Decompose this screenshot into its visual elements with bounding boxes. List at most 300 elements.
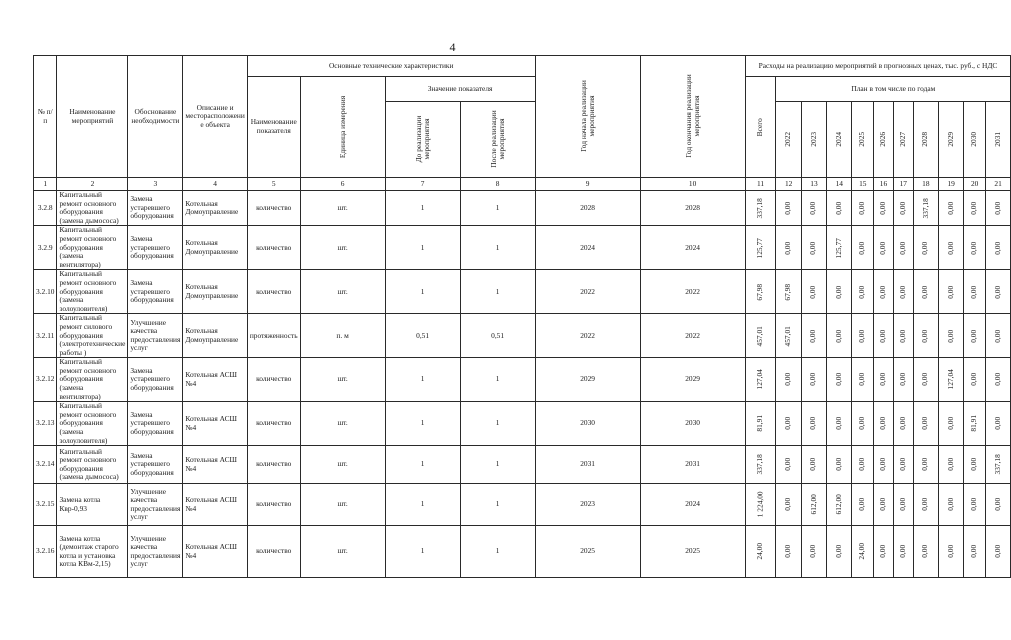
cost-year-cell	[852, 226, 874, 270]
cost-year-value: 0,00	[945, 285, 955, 299]
cost-year-value: 0,00	[833, 458, 843, 472]
cost-year-value: 0,00	[808, 201, 818, 215]
cost-year-cell	[913, 226, 938, 270]
cost-year-cell	[893, 526, 913, 578]
cost-year-cell	[874, 270, 894, 314]
cost-year-value: 0,00	[992, 329, 1002, 343]
cost-year-value: 0,00	[992, 373, 1002, 387]
cost-year-cell	[893, 314, 913, 358]
cost-year-cell	[964, 226, 986, 270]
value-before: 1	[385, 358, 460, 402]
row-number: 3.2.12	[34, 358, 57, 402]
object-location: Котельная АСШ №4	[183, 402, 247, 446]
cost-year-cell	[852, 314, 874, 358]
cost-total-cell	[745, 226, 776, 270]
cost-year-cell	[874, 358, 894, 402]
unit: п. м	[300, 314, 385, 358]
cost-year-value: 0,00	[897, 373, 907, 387]
cost-year-value: 24,00	[857, 543, 867, 561]
cost-year-cell	[964, 358, 986, 402]
cost-year-value: 337,18	[992, 454, 1002, 475]
row-number: 3.2.8	[34, 191, 57, 226]
measure-name: Капитальный ремонт основного оборудования (замена золоуловителя)	[57, 270, 128, 314]
cost-year-value: 0,00	[992, 285, 1002, 299]
cost-year-value: 81,91	[969, 415, 979, 433]
cost-year-cell	[801, 270, 826, 314]
table-row	[34, 484, 1011, 526]
column-number: 3	[128, 178, 183, 191]
header-reason: Обоснование необходимости	[128, 56, 183, 178]
cost-year-cell	[874, 191, 894, 226]
cost-year-value: 0,00	[857, 285, 867, 299]
year-start: 2030	[535, 402, 640, 446]
indicator-name: количество	[247, 526, 300, 578]
value-before: 1	[385, 270, 460, 314]
cost-year-cell	[893, 358, 913, 402]
cost-year-value: 0,00	[897, 285, 907, 299]
header-after: После реализации мероприятия	[488, 110, 506, 168]
cost-year-cell	[827, 226, 852, 270]
column-number: 6	[300, 178, 385, 191]
object-location: Котельная Домоуправление	[183, 314, 247, 358]
table-row	[34, 191, 1011, 226]
row-number: 3.2.11	[34, 314, 57, 358]
cost-total: 457,01	[755, 325, 765, 346]
table-row	[34, 446, 1011, 484]
cost-year-cell	[827, 270, 852, 314]
cost-year-cell	[893, 484, 913, 526]
cost-year-value: 0,00	[857, 201, 867, 215]
cost-year-cell	[938, 270, 963, 314]
header-row-1	[34, 56, 1011, 77]
cost-year-value: 0,00	[920, 545, 930, 559]
year-end: 2030	[640, 402, 745, 446]
row-number: 3.2.10	[34, 270, 57, 314]
year-start: 2024	[535, 226, 640, 270]
column-number: 1	[34, 178, 57, 191]
cost-year-value: 0,00	[783, 458, 793, 472]
cost-year-cell	[852, 191, 874, 226]
cost-year-cell	[893, 270, 913, 314]
cost-year-cell	[938, 526, 963, 578]
cost-year-value: 0,00	[969, 498, 979, 512]
cost-year-value: 0,00	[969, 285, 979, 299]
header-before: До реализации мероприятия	[413, 115, 431, 163]
header-year-2023	[801, 102, 826, 178]
cost-year-cell	[776, 226, 801, 270]
cost-year-value: 0,00	[878, 201, 888, 215]
cost-year-cell	[938, 446, 963, 484]
unit: шт.	[300, 526, 385, 578]
reason: Замена устаревшего оборудования	[128, 191, 183, 226]
unit: шт.	[300, 270, 385, 314]
cost-year-value: 0,00	[783, 545, 793, 559]
table-row	[34, 358, 1011, 402]
value-before: 1	[385, 446, 460, 484]
cost-year-cell	[776, 446, 801, 484]
indicator-name: количество	[247, 402, 300, 446]
header-year-2029	[938, 102, 963, 178]
cost-year-value: 0,00	[808, 458, 818, 472]
column-number: 18	[913, 178, 938, 191]
cost-year-value: 125,77	[833, 237, 843, 259]
reason: Замена устаревшего оборудования	[128, 358, 183, 402]
cost-year-cell	[801, 358, 826, 402]
object-location: Котельная АСШ №4	[183, 446, 247, 484]
cost-year-cell	[985, 446, 1010, 484]
year-end: 2031	[640, 446, 745, 484]
year-end: 2025	[640, 526, 745, 578]
header-year-2031	[985, 102, 1010, 178]
cost-year-cell	[964, 270, 986, 314]
column-number: 9	[535, 178, 640, 191]
cost-year-value: 0,00	[969, 545, 979, 559]
value-before: 1	[385, 226, 460, 270]
table-row	[34, 402, 1011, 446]
cost-year-cell	[874, 402, 894, 446]
value-after: 1	[460, 270, 535, 314]
indicator-name: количество	[247, 226, 300, 270]
column-number: 12	[776, 178, 801, 191]
cost-year-cell	[913, 526, 938, 578]
value-after: 1	[460, 402, 535, 446]
cost-year-value: 0,00	[857, 373, 867, 387]
cost-year-value: 0,00	[833, 545, 843, 559]
cost-year-cell	[801, 402, 826, 446]
header-year-label: 2029	[945, 132, 955, 147]
column-number: 10	[640, 178, 745, 191]
cost-total-cell	[745, 358, 776, 402]
cost-year-cell	[827, 358, 852, 402]
header-plan-group: План в том числе по годам	[776, 77, 1011, 102]
value-after: 1	[460, 226, 535, 270]
object-location: Котельная Домоуправление	[183, 191, 247, 226]
cost-year-value: 0,00	[920, 373, 930, 387]
year-start: 2028	[535, 191, 640, 226]
header-year-label: 2026	[878, 132, 888, 147]
cost-year-value: 0,00	[878, 329, 888, 343]
cost-year-value: 0,00	[897, 545, 907, 559]
cost-year-cell	[985, 314, 1010, 358]
cost-year-value: 0,00	[878, 285, 888, 299]
cost-year-cell	[776, 358, 801, 402]
cost-year-cell	[801, 191, 826, 226]
cost-total-cell	[745, 270, 776, 314]
table-row	[34, 226, 1011, 270]
cost-year-cell	[913, 270, 938, 314]
cost-year-value: 0,00	[878, 373, 888, 387]
year-end: 2022	[640, 314, 745, 358]
cost-total: 127,04	[755, 369, 765, 390]
cost-year-value: 0,00	[897, 201, 907, 215]
table-row	[34, 270, 1011, 314]
cost-year-cell	[893, 402, 913, 446]
cost-year-cell	[985, 358, 1010, 402]
cost-year-value: 0,00	[969, 241, 979, 255]
cost-year-value: 0,00	[878, 545, 888, 559]
cost-year-value: 0,00	[783, 241, 793, 255]
cost-year-value: 0,00	[945, 241, 955, 255]
year-end: 2028	[640, 191, 745, 226]
header-name: Наименование мероприятий	[57, 56, 128, 178]
year-start: 2031	[535, 446, 640, 484]
cost-year-cell	[938, 358, 963, 402]
measure-name: Капитальный ремонт силового оборудования (электротехнические работы )	[57, 314, 128, 358]
cost-year-value: 0,00	[992, 201, 1002, 215]
cost-total-cell	[745, 446, 776, 484]
cost-year-value: 0,00	[945, 417, 955, 431]
year-end: 2022	[640, 270, 745, 314]
cost-year-cell	[964, 526, 986, 578]
table-body	[34, 56, 1011, 578]
header-year-2025	[852, 102, 874, 178]
cost-year-value: 0,00	[992, 498, 1002, 512]
year-end: 2024	[640, 226, 745, 270]
row-number: 3.2.15	[34, 484, 57, 526]
year-start: 2023	[535, 484, 640, 526]
cost-year-value: 0,00	[920, 458, 930, 472]
cost-year-value: 0,00	[945, 545, 955, 559]
indicator-name: протяженность	[247, 314, 300, 358]
cost-year-cell	[776, 191, 801, 226]
cost-year-value: 0,00	[945, 498, 955, 512]
year-start: 2029	[535, 358, 640, 402]
cost-year-cell	[801, 226, 826, 270]
cost-year-cell	[874, 484, 894, 526]
cost-year-cell	[776, 314, 801, 358]
cost-year-value: 0,00	[878, 498, 888, 512]
value-after: 1	[460, 191, 535, 226]
cost-year-value: 0,00	[992, 417, 1002, 431]
cost-year-value: 0,00	[808, 373, 818, 387]
cost-year-value: 457,01	[783, 325, 793, 346]
cost-year-value: 0,00	[897, 417, 907, 431]
cost-year-value: 0,00	[783, 373, 793, 387]
cost-year-cell	[913, 402, 938, 446]
header-tech-name: Наименование показателя	[247, 77, 300, 178]
cost-year-value: 0,00	[878, 417, 888, 431]
cost-year-cell	[985, 270, 1010, 314]
cost-year-value: 67,98	[783, 283, 793, 301]
cost-year-cell	[985, 526, 1010, 578]
cost-year-cell	[776, 402, 801, 446]
cost-year-value: 0,00	[897, 241, 907, 255]
cost-year-cell	[938, 484, 963, 526]
cost-total-cell	[745, 191, 776, 226]
header-before-cell	[385, 102, 460, 178]
measure-name: Капитальный ремонт основного оборудования (замена вентилятора)	[57, 226, 128, 270]
unit: шт.	[300, 226, 385, 270]
cost-year-cell	[852, 484, 874, 526]
column-numbers-row	[34, 178, 1011, 191]
column-number: 2	[57, 178, 128, 191]
cost-year-value: 0,00	[878, 458, 888, 472]
unit: шт.	[300, 402, 385, 446]
cost-year-cell	[827, 484, 852, 526]
cost-year-cell	[964, 484, 986, 526]
column-number: 16	[874, 178, 894, 191]
row-number: 3.2.9	[34, 226, 57, 270]
cost-year-value: 0,00	[945, 458, 955, 472]
header-total-cell	[745, 77, 776, 178]
indicator-name: количество	[247, 484, 300, 526]
cost-year-value: 0,00	[945, 329, 955, 343]
cost-year-cell	[827, 446, 852, 484]
cost-year-value: 0,00	[969, 201, 979, 215]
cost-year-value: 0,00	[897, 329, 907, 343]
header-year-label: 2030	[969, 132, 979, 147]
measure-name: Замена котла (демонтаж старого котла и установка котла КВм-2,15)	[57, 526, 128, 578]
value-after: 1	[460, 484, 535, 526]
header-total: Всего	[755, 117, 765, 137]
cost-year-value: 127,04	[945, 369, 955, 390]
object-location: Котельная АСШ №4	[183, 358, 247, 402]
cost-year-cell	[874, 314, 894, 358]
cost-year-value: 612,00	[808, 494, 818, 515]
year-start: 2025	[535, 526, 640, 578]
header-unit-cell	[300, 77, 385, 178]
cost-year-value: 0,00	[969, 329, 979, 343]
header-year-label: 2031	[992, 132, 1002, 147]
year-start: 2022	[535, 270, 640, 314]
cost-year-value: 0,00	[857, 458, 867, 472]
cost-year-cell	[913, 191, 938, 226]
header-year-end: Год окончания реализации мероприятия	[683, 74, 701, 158]
cost-year-value: 0,00	[808, 241, 818, 255]
cost-year-value: 0,00	[920, 329, 930, 343]
header-tech-group: Основные технические характеристики	[247, 56, 535, 77]
header-year-start: Год начала реализации мероприятия	[578, 80, 596, 153]
reason: Замена устаревшего оборудования	[128, 402, 183, 446]
column-number: 13	[801, 178, 826, 191]
header-year-2022	[776, 102, 801, 178]
cost-year-cell	[913, 446, 938, 484]
object-location: Котельная Домоуправление	[183, 226, 247, 270]
cost-year-value: 0,00	[783, 201, 793, 215]
cost-year-value: 0,00	[920, 285, 930, 299]
cost-year-cell	[893, 446, 913, 484]
cost-year-cell	[913, 484, 938, 526]
header-year-2027	[893, 102, 913, 178]
header-after-cell	[460, 102, 535, 178]
cost-total-cell	[745, 402, 776, 446]
cost-year-cell	[874, 526, 894, 578]
year-end: 2024	[640, 484, 745, 526]
table-row	[34, 314, 1011, 358]
indicator-name: количество	[247, 270, 300, 314]
cost-year-value: 0,00	[920, 241, 930, 255]
header-year-end-cell	[640, 56, 745, 178]
measure-name: Замена котла Квр-0,93	[57, 484, 128, 526]
unit: шт.	[300, 358, 385, 402]
cost-year-cell	[827, 402, 852, 446]
cost-year-cell	[776, 484, 801, 526]
column-number: 4	[183, 178, 247, 191]
cost-year-value: 0,00	[833, 329, 843, 343]
year-end: 2029	[640, 358, 745, 402]
cost-year-cell	[801, 314, 826, 358]
cost-year-cell	[852, 358, 874, 402]
indicator-name: количество	[247, 446, 300, 484]
indicator-name: количество	[247, 191, 300, 226]
header-year-label: 2022	[783, 132, 793, 147]
header-year-label: 2027	[897, 132, 907, 147]
value-before: 0,51	[385, 314, 460, 358]
cost-year-cell	[913, 314, 938, 358]
cost-year-cell	[938, 226, 963, 270]
cost-total: 1 224,00	[755, 491, 765, 518]
cost-year-cell	[776, 270, 801, 314]
year-start: 2022	[535, 314, 640, 358]
header-value-group: Значение показателя	[385, 77, 535, 102]
column-number: 14	[827, 178, 852, 191]
cost-total: 337,18	[755, 454, 765, 475]
reason: Улучшение качества предоставления услуг	[128, 526, 183, 578]
cost-year-cell	[985, 191, 1010, 226]
cost-year-cell	[938, 402, 963, 446]
cost-year-cell	[913, 358, 938, 402]
object-location: Котельная Домоуправление	[183, 270, 247, 314]
reason: Улучшение качества предоставления услуг	[128, 314, 183, 358]
reason: Улучшение качества предоставления услуг	[128, 484, 183, 526]
column-number: 17	[893, 178, 913, 191]
cost-year-value: 0,00	[783, 417, 793, 431]
column-number: 19	[938, 178, 963, 191]
cost-year-value: 0,00	[857, 241, 867, 255]
cost-year-cell	[801, 446, 826, 484]
measure-name: Капитальный ремонт основного оборудования (замена дымососа)	[57, 446, 128, 484]
header-year-2028	[913, 102, 938, 178]
cost-year-cell	[985, 402, 1010, 446]
cost-year-value: 0,00	[833, 373, 843, 387]
cost-year-cell	[985, 484, 1010, 526]
cost-total: 81,91	[755, 415, 765, 433]
measures-table	[33, 55, 1011, 578]
header-year-label: 2024	[833, 132, 843, 147]
unit: шт.	[300, 484, 385, 526]
cost-year-value: 0,00	[833, 285, 843, 299]
cost-total: 24,00	[755, 543, 765, 561]
header-year-start-cell	[535, 56, 640, 178]
cost-total: 67,98	[755, 283, 765, 301]
cost-year-value: 612,00	[833, 494, 843, 515]
cost-year-cell	[852, 270, 874, 314]
header-year-2024	[827, 102, 852, 178]
cost-total: 125,77	[755, 237, 765, 259]
object-location: Котельная АСШ №4	[183, 526, 247, 578]
value-after: 1	[460, 358, 535, 402]
cost-year-cell	[827, 191, 852, 226]
cost-year-cell	[985, 226, 1010, 270]
cost-total: 337,18	[755, 198, 765, 219]
cost-year-cell	[893, 226, 913, 270]
cost-year-value: 337,18	[920, 198, 930, 219]
cost-total-cell	[745, 314, 776, 358]
cost-year-cell	[827, 314, 852, 358]
unit: шт.	[300, 191, 385, 226]
row-number: 3.2.13	[34, 402, 57, 446]
cost-year-value: 0,00	[857, 417, 867, 431]
row-number: 3.2.16	[34, 526, 57, 578]
cost-year-cell	[964, 314, 986, 358]
cost-year-cell	[852, 446, 874, 484]
cost-total-cell	[745, 526, 776, 578]
column-number: 7	[385, 178, 460, 191]
cost-year-cell	[852, 402, 874, 446]
value-before: 1	[385, 526, 460, 578]
value-before: 1	[385, 191, 460, 226]
cost-year-cell	[776, 526, 801, 578]
